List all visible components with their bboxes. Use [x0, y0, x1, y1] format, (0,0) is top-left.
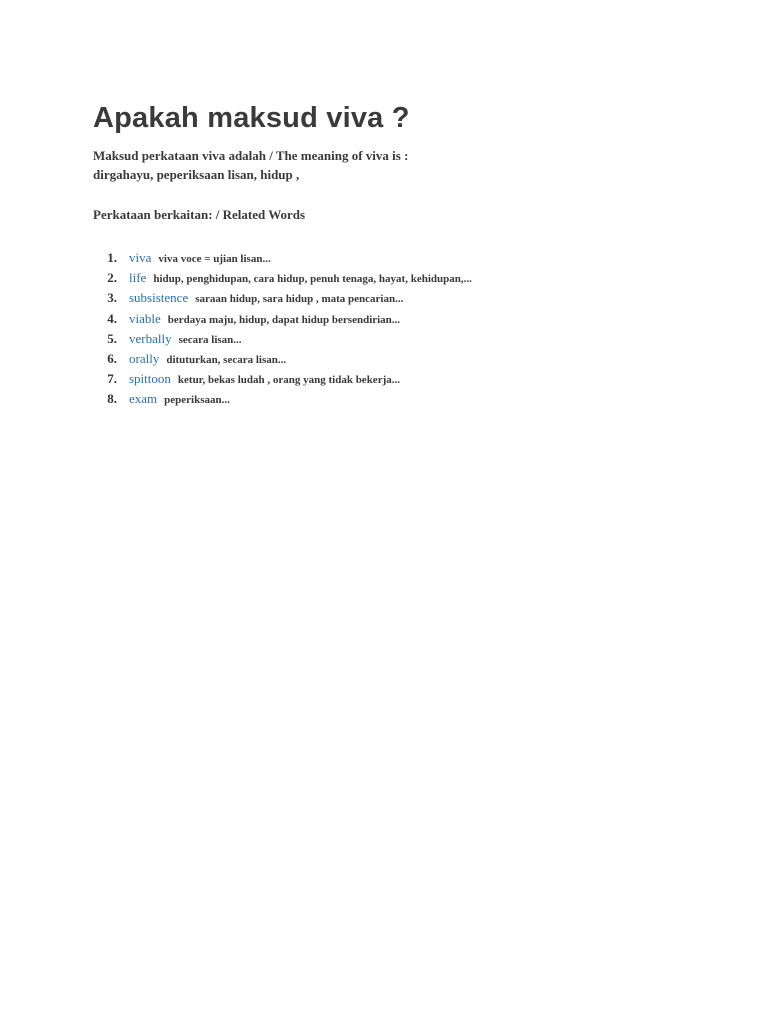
related-word-link[interactable]: exam [129, 391, 158, 407]
page-title: Apakah maksud viva ? [93, 102, 410, 134]
related-word-link[interactable]: subsistence [129, 290, 189, 306]
related-word-definition: dituturkan, secara lisan... [166, 353, 287, 366]
related-word-link[interactable]: life [129, 270, 147, 286]
list-number: 1. [107, 250, 117, 265]
related-word-definition: peperiksaan... [164, 394, 230, 407]
list-number: 7. [107, 371, 117, 387]
list-number: 2. [107, 270, 117, 286]
related-word-link[interactable]: orally [129, 350, 160, 366]
list-number: 3. [107, 290, 117, 306]
list-number: 6. [107, 350, 117, 366]
list-item [93, 369, 713, 389]
related-word-definition: viva voce = ujian lisan... [158, 253, 271, 265]
related-word-link[interactable]: viva [129, 250, 152, 265]
list-item [93, 248, 713, 268]
document-page [93, 100, 713, 410]
related-word-definition: berdaya maju, hidup, dapat hidup bersendirian... [167, 313, 401, 326]
related-word-definition: secara lisan... [178, 333, 242, 346]
meaning-line: Maksud perkataan viva adalah / The meaning of viva is : [93, 148, 409, 163]
list-item [93, 288, 713, 308]
list-item [93, 268, 713, 288]
list-item [93, 309, 713, 329]
related-word-definition: ketur, bekas ludah , orang yang tidak bekerja... [177, 374, 400, 387]
related-word-definition: saraan hidup, sara hidup , mata pencarian... [195, 293, 404, 306]
list-item [93, 329, 713, 349]
related-word-definition: hidup, penghidupan, cara hidup, penuh tenaga, hayat, kehidupan,... [153, 273, 472, 286]
related-word-link[interactable]: verbally [129, 330, 172, 346]
meaning-block [93, 146, 713, 184]
list-number: 8. [107, 391, 117, 407]
related-words-heading: Perkataan berkaitan: / Related Words [93, 207, 306, 222]
list-number: 4. [107, 310, 117, 326]
related-word-link[interactable]: viable [129, 310, 161, 326]
related-word-link[interactable]: spittoon [129, 371, 171, 387]
list-item [93, 389, 713, 409]
meaning-definition: dirgahayu, peperiksaan lisan, hidup , [93, 167, 300, 182]
related-words-list [93, 248, 713, 410]
list-item [93, 349, 713, 369]
list-number: 5. [107, 330, 117, 346]
